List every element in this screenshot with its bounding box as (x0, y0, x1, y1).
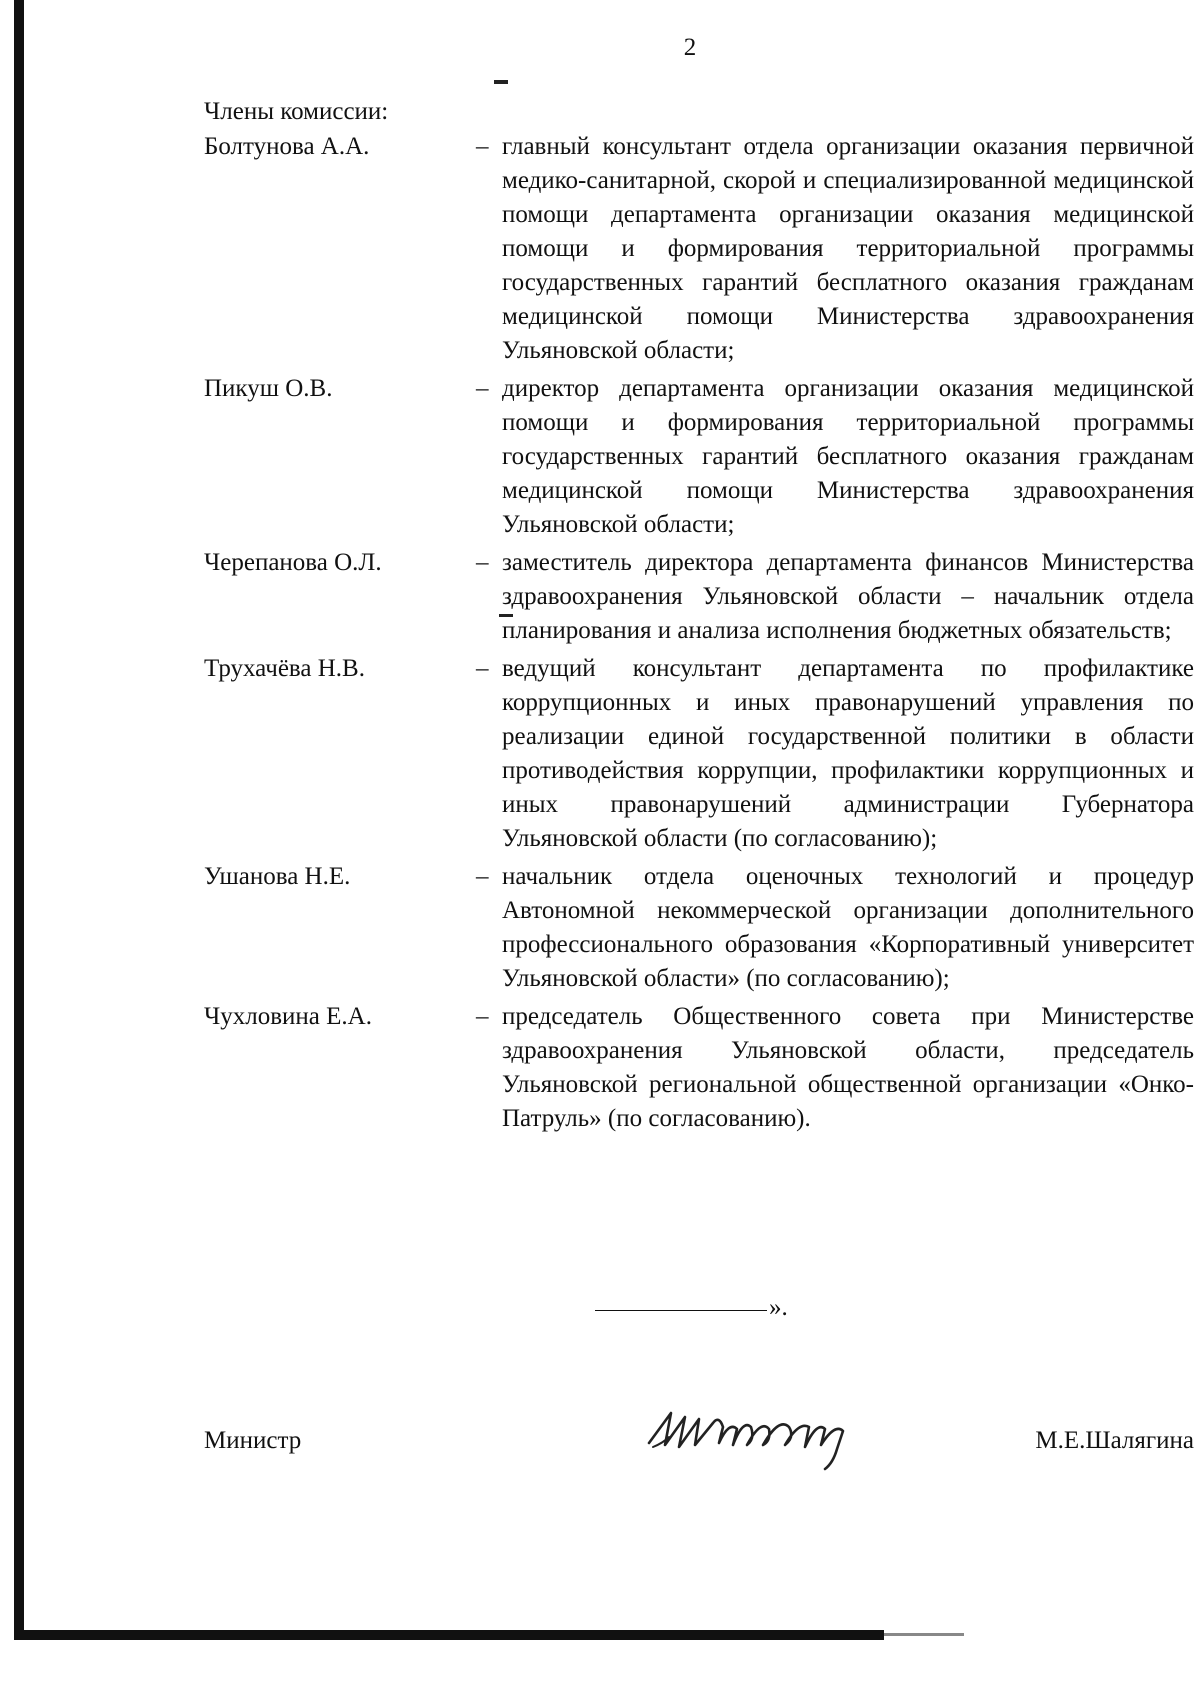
signer-name: М.Е.Шалягина (1035, 1427, 1194, 1454)
member-position: председатель Общественного совета при Министерстве здравоохранения Ульяновской области, председатель Ульяновской региональной общественной организации «Онко-Патруль» (по согласованию). (502, 1003, 1194, 1132)
member-position: директор департамента организации оказания медицинской помощи и формирования территориальной программы государственных гарантий бесплатного оказания гражданам медицинской помощи Министерства здравоохранения Ульяновской области; (502, 375, 1194, 538)
member-position: ведущий консультант департамента по профилактике коррупционных и иных правонарушений управления по реализации единой государственной политики в области противодействия коррупции, профилактики коррупционных и иных правонарушений администрации Губернатора Ульяновской области (по согласованию); (502, 655, 1194, 852)
member-dash: – (476, 549, 489, 576)
member-row (204, 1000, 1194, 1136)
member-row (204, 130, 1194, 368)
scan-bottom-border-fade (884, 1633, 964, 1636)
scan-left-border (14, 0, 24, 1640)
member-name: Трухачёва Н.В. (204, 655, 365, 682)
member-position: заместитель директора департамента финансов Министерства здравоохранения Ульяновской области – начальник отдела планирования и анализа исполнения бюджетных обязательств; (502, 549, 1194, 644)
scan-bottom-border (14, 1630, 884, 1640)
members-list (204, 130, 1194, 1136)
member-dash: – (476, 1003, 489, 1030)
member-name: Черепанова О.Л. (204, 549, 382, 576)
member-dash: – (476, 133, 489, 160)
member-dash: – (476, 655, 489, 682)
member-dash: – (476, 375, 489, 402)
closing-quote: ». (769, 1294, 788, 1321)
member-position: главный консультант отдела организации оказания первичной медико-санитарной, скорой и специализированной медицинской помощи департамента организации оказания медицинской помощи и формирования территориальной программы государственных гарантий бесплатного оказания гражданам медицинской помощи Министерства здравоохранения Ульяновской области; (502, 133, 1194, 364)
member-name: Болтунова А.А. (204, 133, 370, 160)
section-title: Члены комиссии: (204, 98, 389, 125)
member-row (204, 372, 1194, 542)
member-row (204, 652, 1194, 856)
member-name: Чухловина Е.А. (204, 1003, 372, 1030)
member-name: Ушанова Н.Е. (204, 863, 351, 890)
handwritten-signature-icon (639, 1393, 889, 1473)
member-row (204, 546, 1194, 648)
end-of-list-mark (595, 1294, 788, 1322)
member-row (204, 860, 1194, 996)
member-position: начальник отдела оценочных технологий и процедур Автономной некоммерческой организации дополнительного профессионального образования «Корпоративный университет Ульяновской области» (по согласованию); (502, 863, 1194, 992)
member-dash: – (476, 863, 489, 890)
end-line (595, 1310, 767, 1311)
page-number: 2 (683, 34, 697, 61)
scan-mark (494, 80, 508, 84)
signer-title: Министр (204, 1427, 302, 1454)
member-name: Пикуш О.В. (204, 375, 333, 402)
